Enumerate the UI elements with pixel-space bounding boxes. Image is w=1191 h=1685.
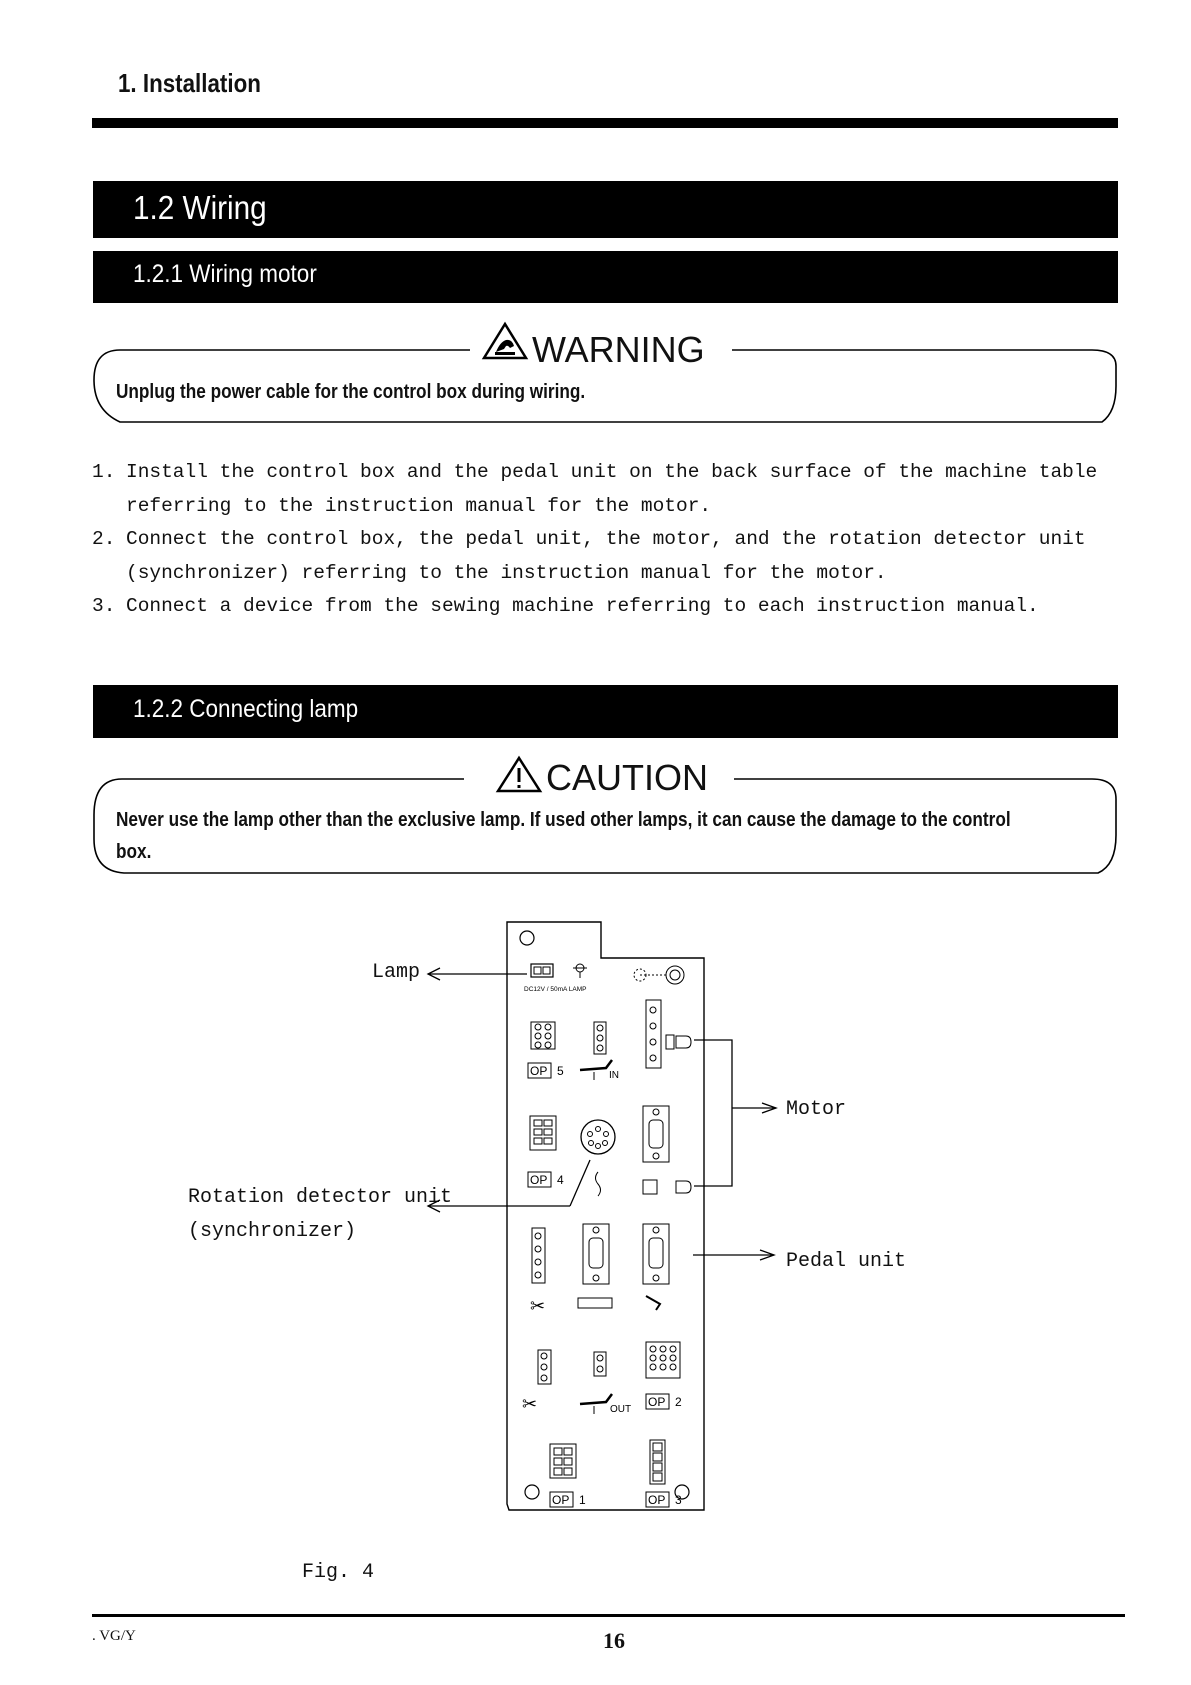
- pedal-icon: [646, 1296, 660, 1310]
- scissors-wiper-icon: ✂: [522, 1394, 538, 1414]
- subsection-title-wiring-motor: 1.2.1 Wiring motor: [133, 260, 317, 288]
- op4-connector: [530, 1116, 556, 1150]
- chapter-heading: 1. Installation: [118, 68, 261, 98]
- warning-hand-triangle-icon: [484, 324, 526, 358]
- svg-text:2: 2: [675, 1395, 682, 1409]
- section-title: 1.2 Wiring: [133, 189, 267, 226]
- lamp-connector: [524, 964, 587, 993]
- footer-rule: [92, 1614, 1125, 1617]
- op5-connector: [531, 1022, 555, 1049]
- op2-tag: [646, 1394, 682, 1409]
- chapter-rule: [92, 118, 1118, 128]
- caution-text-line1: Never use the lamp other than the exclusive lamp. If used other lamps, it can cause the damage to the control: [116, 809, 1011, 831]
- wiring-steps-list: [92, 456, 1122, 624]
- svg-text:OP: OP: [552, 1493, 570, 1507]
- list-item: [92, 523, 1122, 590]
- wiper-connector: [522, 1350, 551, 1414]
- caution-box: [92, 755, 1118, 877]
- svg-text:OP: OP: [530, 1064, 548, 1078]
- caution-text-line2: box.: [116, 841, 152, 863]
- warning-box: [92, 320, 1118, 425]
- op4-tag: [528, 1172, 564, 1187]
- svg-text:4: 4: [557, 1173, 564, 1187]
- label-rotation-detector: Rotation detector unit: [188, 1186, 453, 1209]
- scissors-icon: ✂: [530, 1296, 546, 1316]
- trimmer-connector: [530, 1228, 545, 1316]
- mounting-hole-icon: [520, 931, 534, 945]
- label-lamp: Lamp: [372, 961, 421, 984]
- step-text: Connect the control box, the pedal unit, the motor, and the rotation detector unit (synchronizer) referring to the instruction manual for the motor.: [126, 528, 1086, 584]
- svg-text:IN: IN: [609, 1070, 619, 1081]
- svg-text:OP: OP: [648, 1395, 666, 1409]
- label-pedal-unit: Pedal unit: [786, 1250, 907, 1273]
- caution-exclamation-triangle-icon: [498, 758, 540, 791]
- op3-connector: [650, 1440, 665, 1484]
- synchronizer-connector: [581, 1120, 615, 1196]
- step-number: 1.: [92, 461, 116, 483]
- caution-title: CAUTION: [546, 757, 708, 798]
- lamp-bulb-icon: [576, 964, 584, 972]
- svg-text:1: 1: [579, 1493, 586, 1507]
- op1-tag: [550, 1492, 586, 1507]
- lamp-rating: DC12V / 50mA LAMP: [524, 986, 587, 993]
- section-bar: [93, 181, 1118, 238]
- mounting-hole-icon: [675, 1485, 689, 1499]
- svg-text:OP: OP: [530, 1173, 548, 1187]
- board-outline: [507, 922, 704, 1510]
- footer-model: . VG/Y: [92, 1628, 136, 1644]
- svg-text:3: 3: [675, 1493, 682, 1507]
- dsub-connector-center: [578, 1224, 612, 1308]
- warning-text: Unplug the power cable for the control box during wiring.: [116, 381, 586, 403]
- op5-tag: [528, 1063, 564, 1078]
- svg-text:5: 5: [557, 1064, 564, 1078]
- in-connector: [580, 1022, 619, 1081]
- figure-caption: Fig. 4: [302, 1561, 375, 1584]
- svg-text:OUT: OUT: [610, 1404, 632, 1415]
- subsection-bar-wiring-motor: [93, 251, 1118, 303]
- label-synchronizer: (synchronizer): [188, 1220, 357, 1243]
- step-text: Connect a device from the sewing machine referring to each instruction manual.: [126, 595, 1039, 617]
- label-motor: Motor: [786, 1098, 847, 1121]
- op2-connector: [646, 1342, 680, 1378]
- list-item: [92, 590, 1122, 624]
- pedal-connector: [643, 1224, 669, 1310]
- subsection-bar-connecting-lamp: [93, 685, 1118, 738]
- mounting-hole-icon: [525, 1485, 539, 1499]
- motor-connector-upper: [646, 1000, 691, 1068]
- out-connector: [580, 1352, 631, 1415]
- step-number: 3.: [92, 595, 116, 617]
- op1-connector: [550, 1444, 576, 1478]
- step-text: Install the control box and the pedal unit on the back surface of the machine table referring to the instruction manual for the motor.: [126, 461, 1098, 517]
- motor-connector-lower: [643, 1106, 691, 1194]
- svg-text:OP: OP: [648, 1493, 666, 1507]
- warning-title: WARNING: [532, 329, 705, 370]
- list-item: [92, 456, 1122, 523]
- step-number: 2.: [92, 528, 116, 550]
- op3-tag: [646, 1492, 682, 1507]
- page-number: 16: [603, 1628, 625, 1653]
- subsection-title-connecting-lamp: 1.2.2 Connecting lamp: [133, 695, 359, 723]
- motor-top-connector: [634, 966, 684, 984]
